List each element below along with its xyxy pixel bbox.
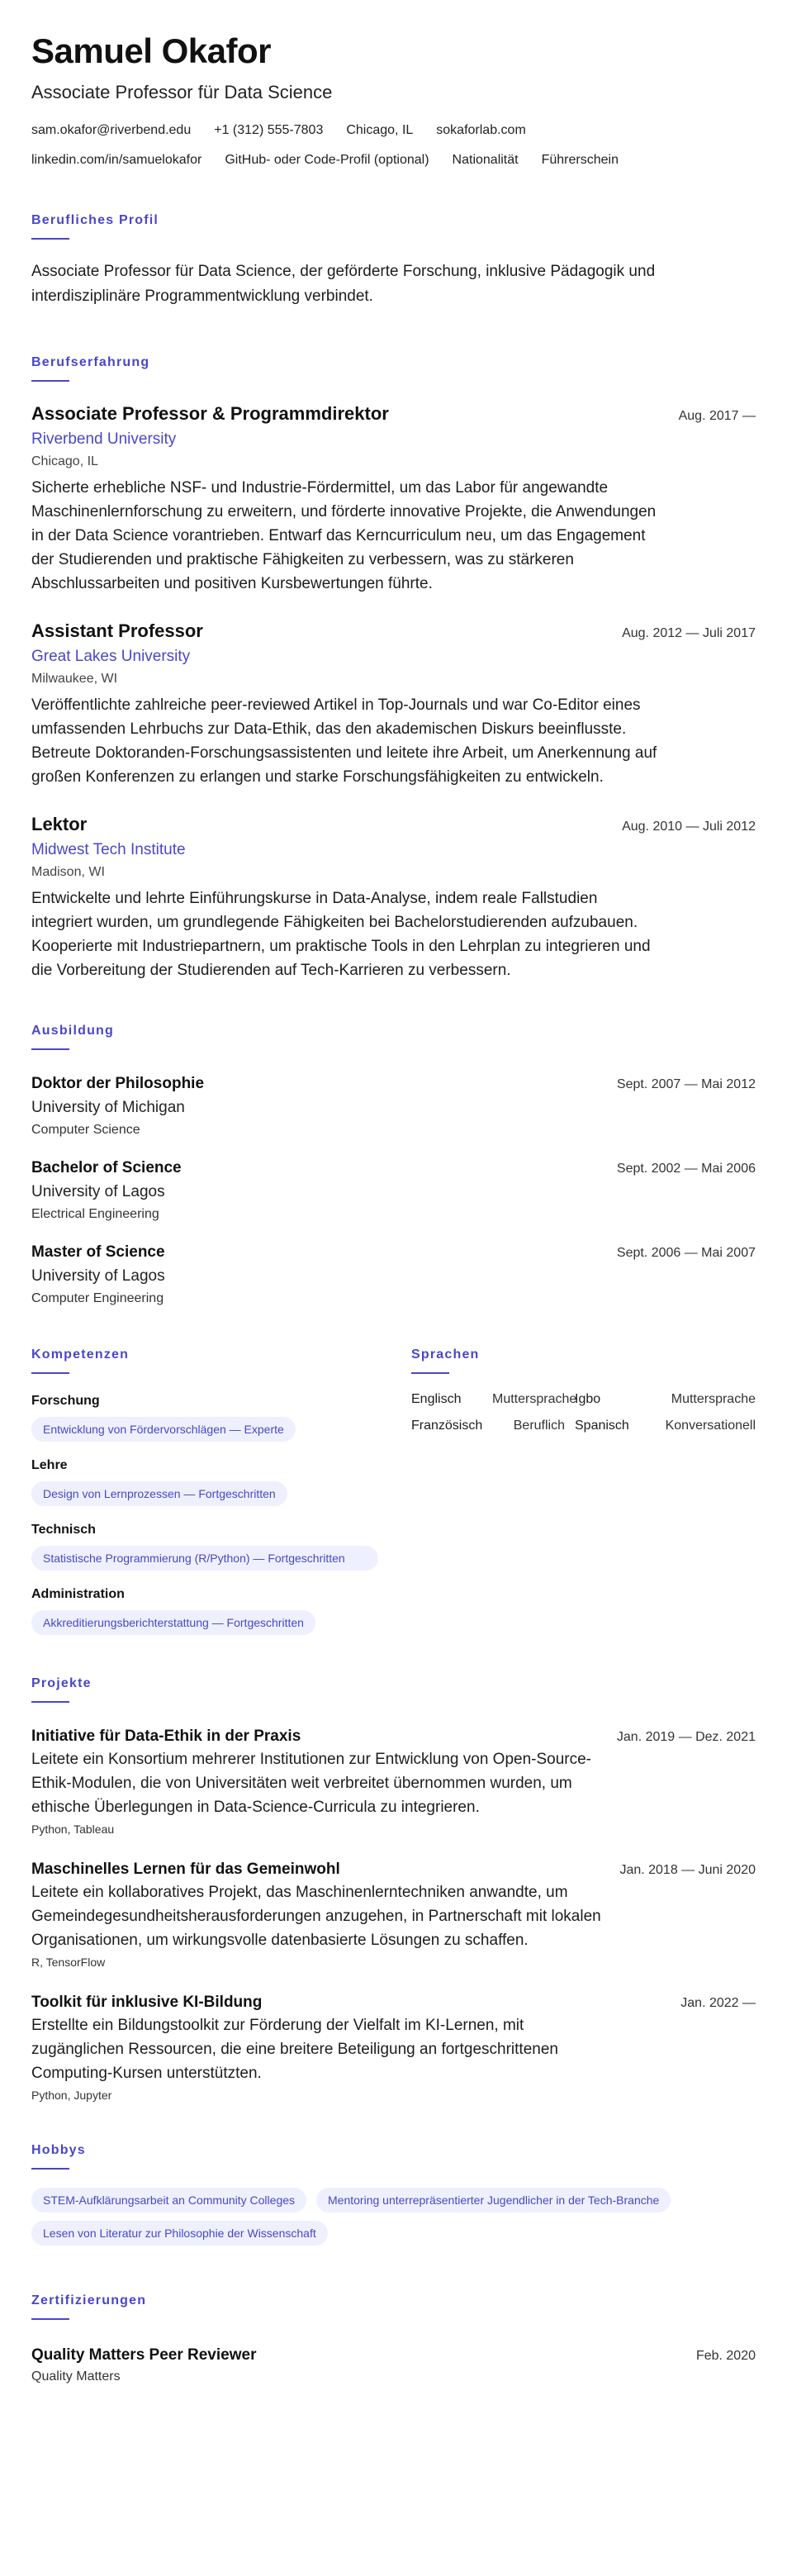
contact-location: Chicago, IL [346,123,414,137]
section-title: Berufserfahrung [31,355,150,369]
experience-section [31,354,756,982]
certification-list [31,2345,756,2386]
section-title: Zertifizierungen [31,2293,147,2307]
study-field: Electrical Engineering [31,1207,159,1221]
job-location: Madison, WI [31,865,105,879]
education-dates: Sept. 2007 — Mai 2012 [616,1077,756,1091]
profile-section [31,211,756,309]
section-title: Ausbildung [31,1024,114,1038]
project-dates: Jan. 2019 — Dez. 2021 [616,1730,756,1744]
school-name: University of Lagos [31,1267,165,1285]
skill-pill: Design von Lernprozessen — Fortgeschritten [31,1481,287,1506]
contact-website[interactable]: sokaforlab.com [436,123,526,137]
job-title: Assistant Professor [31,620,203,641]
language-name: Englisch [411,1392,462,1406]
project-entry [31,1992,756,2103]
job-entry [31,812,756,982]
certification-title: Quality Matters Peer Reviewer [31,2346,257,2364]
job-dates: Aug. 2012 — Juli 2017 [622,626,756,640]
project-tech: R, TensorFlow [31,1956,106,1969]
project-title: Maschinelles Lernen für das Gemeinwohl [31,1861,340,1878]
section-divider [411,1372,449,1374]
language-level: Beruflich [513,1419,565,1433]
education-dates: Sept. 2006 — Mai 2007 [616,1246,756,1260]
section-divider [31,1372,69,1374]
education-section [31,1022,756,1308]
hobby-pill: Lesen von Literatur zur Philosophie der Wissenschaft [31,2221,328,2246]
hobby-pill: STEM-Aufklärungsarbeit an Community Colleges [31,2188,306,2212]
degree-name: Doktor der Philosophie [31,1075,205,1092]
skill-group [31,1521,411,1571]
language-level: Muttersprache [492,1392,577,1406]
job-location: Chicago, IL [31,454,98,468]
education-entry [31,1073,756,1139]
section-divider [31,380,69,382]
projects-section [31,1675,756,2103]
education-dates: Sept. 2002 — Mai 2006 [616,1162,756,1176]
job-location: Milwaukee, WI [31,672,118,686]
job-description: Entwickelte und lehrte Einführungskurse in Data-Analyse, indem reale Fallstudien integriert wurden, um grundlegende Fähigkeiten bei Bachelorstudierenden aufzubauen. Kooperierte mit Industriepartnern, um praktische Tools in den Lehrplan zu integrieren und die Vorbereitung der Studierenden auf Tech-Karrieren zu verbessern. [31,890,651,979]
project-entry [31,1726,756,1837]
skill-pill: Entwicklung von Fördervorschlägen — Experte [31,1417,296,1442]
project-title: Initiative für Data-Ethik in der Praxis [31,1728,301,1745]
job-dates: Aug. 2017 — [678,409,756,423]
school-name: University of Michigan [31,1099,185,1116]
skills-list [31,1392,411,1635]
project-description: Leitete ein kollaboratives Projekt, das Maschinenlerntechniken anwandte, um Gemeindegesundheitsherausforderungen anzugehen, in Partnerschaft mit lokalen Organisationen, um wirkungsvolle datenbasierte Lösungen zu schaffen. [31,1884,601,1949]
contact-details-secondary [31,145,756,175]
skill-category: Technisch [31,1523,96,1537]
skills-languages-row [31,1346,756,1635]
skill-pill: Statistische Programmierung (R/Python) — Fortgeschritten [31,1546,378,1571]
job-title: Associate Professor & Programmdirektor [31,403,389,424]
job-description: Sicherte erhebliche NSF- und Industrie-Fördermittel, um das Labor für angewandte Maschinenlernforschung zu erweitern, und förderte innovative Projekte, die Anwendungen in der Data Science vorantrieben. Entwarf das Kerncurriculum neu, um das Engagement der Studierenden und praktische Fähigkeiten zu verbessern, was zu stärkeren Abschlussarbeiten und positiven Kursbewertungen führte. [31,479,657,592]
job-title: Lektor [31,814,88,834]
skill-group [31,1392,411,1442]
job-employer: Midwest Tech Institute [31,841,186,858]
certification-issuer: Quality Matters [31,2369,121,2384]
school-name: University of Lagos [31,1183,165,1200]
education-entry [31,1242,756,1308]
job-entry [31,402,756,596]
resume-header [31,31,756,175]
project-list [31,1726,756,2103]
job-list [31,402,756,982]
skill-group [31,1457,411,1506]
skill-pill: Akkreditierungsberichterstattung — Fortgeschritten [31,1610,315,1635]
project-description: Erstellte ein Bildungstoolkit zur Förderung der Vielfalt im KI-Lernen, mit zugänglichen Ressourcen, die eine breitere Beteiligung an fortgeschrittenen Computing-Kursen unterstützten. [31,2017,558,2082]
education-list [31,1073,756,1308]
job-entry [31,619,756,789]
section-divider [31,2318,69,2320]
contact-license: Führerschein [541,153,619,167]
project-title: Toolkit für inklusive KI-Bildung [31,1994,263,2011]
hobby-list [31,2188,756,2254]
project-tech: Python, Jupyter [31,2089,112,2102]
candidate-name: Samuel Okafor [31,31,271,70]
profile-text: Associate Professor für Data Science, der geförderte Forschung, inklusive Pädagogik und interdisziplinäre Programmentwicklung verbindet. [31,263,656,305]
section-divider [31,238,69,240]
skill-category: Administration [31,1587,125,1601]
section-divider [31,1048,69,1050]
section-title: Sprachen [411,1347,480,1362]
contact-github[interactable]: GitHub- oder Code-Profil (optional) [225,153,429,167]
contact-details [31,116,758,145]
section-title: Hobbys [31,2143,86,2157]
language-list [411,1392,756,1433]
education-entry [31,1157,756,1224]
skills-section [31,1346,411,1635]
project-dates: Jan. 2022 — [680,1996,756,2010]
job-employer: Great Lakes University [31,648,191,665]
certifications-section [31,2292,756,2386]
candidate-title: Associate Professor für Data Science [31,82,333,102]
certification-date: Feb. 2020 [695,2349,756,2363]
section-divider [31,2168,69,2170]
project-dates: Jan. 2018 — Juni 2020 [619,1863,756,1877]
language-name: Spanisch [575,1419,629,1433]
contact-phone[interactable]: +1 (312) 555-7803 [214,123,324,137]
language-level: Konversationell [665,1419,756,1433]
skill-group [31,1585,411,1635]
contact-linkedin[interactable]: linkedin.com/in/samuelokafor [31,153,202,167]
section-divider [31,1701,69,1703]
section-title: Kompetenzen [31,1347,130,1362]
skill-category: Forschung [31,1394,100,1408]
project-description: Leitete ein Konsortium mehrerer Institutionen zur Entwicklung von Open-Source-Ethik-Modulen, die von Universitäten weit verbreitet übernommen wurden, um ethische Überlegungen in Data-Science-Curricula zu integrieren. [31,1751,592,1816]
contact-nationality: Nationalität [452,153,519,167]
skill-category: Lehre [31,1458,68,1472]
study-field: Computer Engineering [31,1291,164,1305]
study-field: Computer Science [31,1123,140,1137]
contact-email[interactable]: sam.okafor@riverbend.edu [31,123,192,137]
hobbies-section [31,2141,756,2254]
degree-name: Master of Science [31,1243,165,1261]
languages-section [411,1346,756,1635]
degree-name: Bachelor of Science [31,1159,182,1176]
language-name: Igbo [575,1392,601,1406]
section-title: Projekte [31,1676,92,1690]
language-name: Französisch [411,1419,483,1433]
job-description: Veröffentlichte zahlreiche peer-reviewed Artikel in Top-Journals und war Co-Editor eines umfassenden Lehrbuchs zur Data-Ethik, das den akademischen Diskurs beeinflusste. Betreute Doktoranden-Forschungsassistenten und leitete ihre Arbeit, um Anerkennung auf großen Konferenzen zu erlangen und starke Forschungsfähigkeiten zu entwickeln. [31,696,657,786]
project-entry [31,1859,756,1970]
certification-entry [31,2345,756,2386]
job-dates: Aug. 2010 — Juli 2012 [622,820,756,834]
language-level: Muttersprache [671,1392,756,1406]
hobby-pill: Mentoring unterrepräsentierter Jugendlicher in der Tech-Branche [316,2188,671,2212]
project-tech: Python, Tableau [31,1823,115,1836]
section-title: Berufliches Profil [31,213,159,227]
job-employer: Riverbend University [31,430,177,448]
